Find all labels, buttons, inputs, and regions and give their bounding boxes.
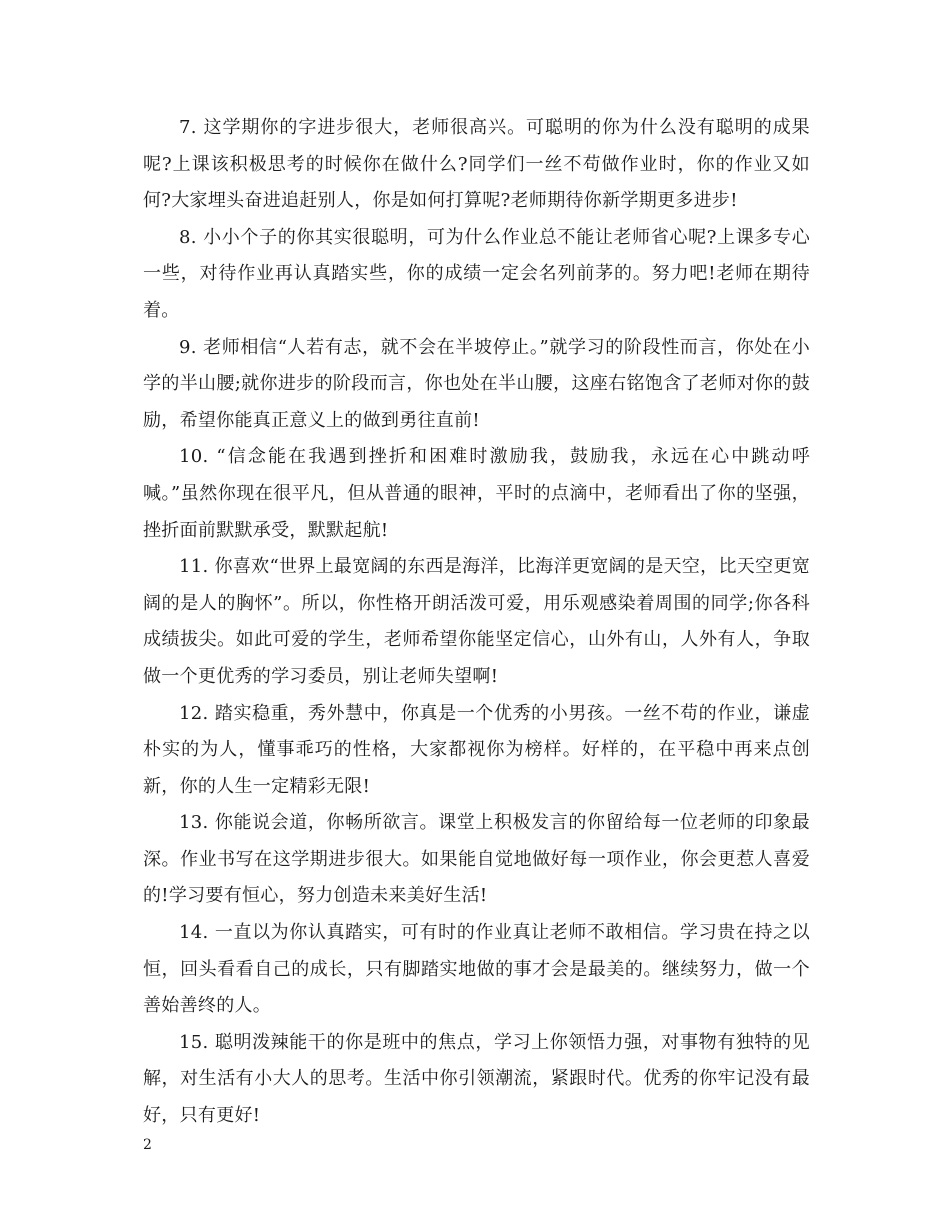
comment-paragraph-13: 13. 你能说会道，你畅所欲言。课堂上积极发言的你留给每一位老师的印象最深。作业书写在这学期进步很大。如果能自觉地做好每一项作业，你会更惹人喜爱的!学习要有恒心，努力创造未来美好生活!	[143, 812, 810, 907]
comment-paragraph-10: 10. “信念能在我遇到挫折和困难时激励我，鼓励我，永远在心中跳动呼喊。”虽然你现在很平凡，但从普通的眼神，平时的点滴中，老师看出了你的坚强，挫折面前默默承受，默默起航!	[143, 446, 810, 541]
comment-paragraph-15: 15. 聪明泼辣能干的你是班中的焦点，学习上你领悟力强，对事物有独特的见解，对生活有小大人的思考。生活中你引领潮流，紧跟时代。优秀的你牢记没有最好，只有更好!	[143, 1031, 810, 1127]
comment-paragraph-8: 8. 小小个子的你其实很聪明，可为什么作业总不能让老师省心呢?上课多专心一些，对待作业再认真踏实些，你的成绩一定会名列前茅的。努力吧!老师在期待着。	[143, 226, 810, 321]
document-body	[143, 110, 810, 1135]
comment-paragraph-9: 9. 老师相信“人若有志，就不会在半坡停止。”就学习的阶段性而言，你处在小学的半山腰;就你进步的阶段而言，你也处在半山腰，这座右铭饱含了老师对你的鼓励，希望你能真正意义上的做到勇往直前!	[143, 336, 810, 431]
comment-paragraph-14: 14. 一直以为你认真踏实，可有时的作业真让老师不敢相信。学习贵在持之以恒，回头看看自己的成长，只有脚踏实地做的事才会是最美的。继续努力，做一个善始善终的人。	[143, 922, 810, 1017]
comment-paragraph-12: 12. 踏实稳重，秀外慧中，你真是一个优秀的小男孩。一丝不苟的作业，谦虚朴实的为人，懂事乖巧的性格，大家都视你为榜样。好样的，在平稳中再来点创新，你的人生一定精彩无限!	[143, 702, 810, 797]
page-number: 2	[143, 1137, 152, 1153]
comment-paragraph-11: 11. 你喜欢“世界上最宽阔的东西是海洋，比海洋更宽阔的是天空，比天空更宽阔的是人的胸怀”。所以，你性格开朗活泼可爱，用乐观感染着周围的同学;你各科成绩拔尖。如此可爱的学生，老师希望你能坚定信心，山外有山，人外有人，争取做一个更优秀的学习委员，别让老师失望啊!	[143, 556, 810, 687]
comment-paragraph-7: 7. 这学期你的字进步很大，老师很高兴。可聪明的你为什么没有聪明的成果呢?上课该积极思考的时候你在做什么?同学们一丝不苟做作业时，你的作业又如何?大家埋头奋进追赶别人，你是如何打算呢?老师期待你新学期更多进步!	[143, 117, 810, 212]
